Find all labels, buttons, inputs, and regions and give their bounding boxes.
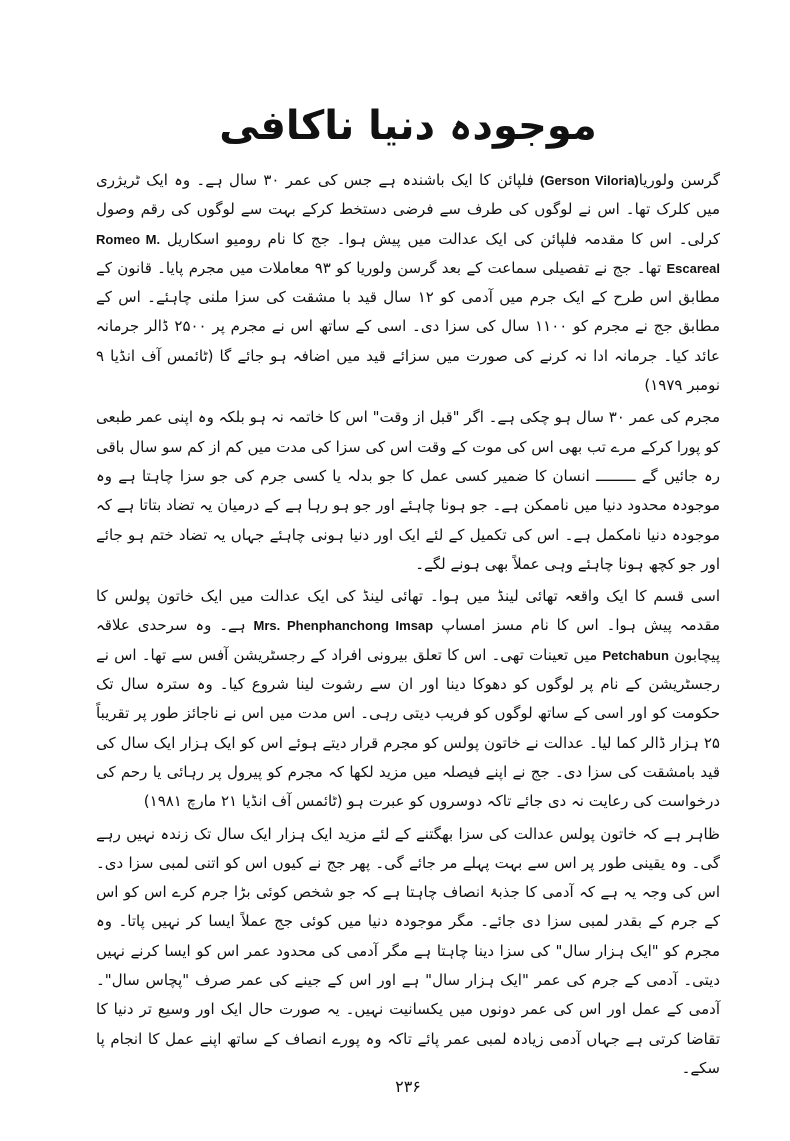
paragraph [96, 403, 720, 579]
paragraph [96, 582, 720, 816]
paragraph-text: ہے۔ وہ سرحدی علاقہ پیچابون [96, 616, 720, 664]
body-text [96, 166, 720, 1083]
page-number: ۲۳۶ [395, 1077, 421, 1096]
chapter-title: موجودہ دنیا ناکافی [219, 103, 597, 149]
paragraph-text: ظاہر ہے کہ خاتون پولس عدالت کی سزا بھگتنے کے لئے مزید ایک ہزار ایک سال تک زندہ نہیں رہے گی۔ وہ یقینی طور پر اس سے بہت پہلے مر جائے گی۔ پھر جج نے کیوں اس کو اتنی لمبی سزا دی۔ اس کی وجہ یہ ہے کہ آدمی کا جذبۂ انصاف چاہتا ہے کہ جو شخص کوئی بڑا جرم کرے اس کو اس کے جرم کے بقدر لمبی سزا دی جائے۔ مگر موجودہ دنیا میں کوئی جج عملاً ایسا کر نہیں پاتا۔ وہ مجرم کو "ایک ہزار سال" کی سزا دینا چاہتا ہے مگر آدمی کی محدود عمر اس کو ایسا کرنے نہیں دیتی۔ آدمی کے جرم کی عمر "ایک ہزار سال" ہے اور اس کے جینے کی عمر صرف "پچاس سال"۔ آدمی کے عمل اور اس کی عمر دونوں میں یکسانیت نہیں۔ یہ صورت حال ایک اور وسیع تر دنیا کا تقاضا کرتی ہے جہاں آدمی زیادہ لمبی عمر پائے تاکہ وہ پورے انصاف کے ساتھ اپنے عمل کا انجام پا سکے۔ [96, 824, 720, 1077]
paragraph-text: گرسن ولوریا [638, 171, 720, 189]
paragraph-text: اسی قسم کا ایک واقعہ تھائی لینڈ میں ہوا۔ تھائی لینڈ کی ایک عدالت میں ایک خاتون پولس کا مقدمہ پیش ہوا۔ اس کا نام مسز امساپ [96, 587, 720, 635]
book-page [96, 96, 720, 1096]
latin-name: Romeo M. Escareal [96, 231, 720, 276]
paragraph-text: تھا۔ جج نے تفصیلی سماعت کے بعد گرسن ولوریا کو ۹۳ معاملات میں مجرم پایا۔ قانون کے مطابق اس طرح کے ایک جرم میں آدمی کو ۱۲ سال قید با مشقت کی سزا ملنی چاہئے۔ اس کے مطابق جج نے مجرم کو ۱۱۰۰ سال کی سزا دی۔ اسی کے ساتھ اس نے مجرم پر ۲۵۰۰ ڈالر جرمانہ عائد کیا۔ جرمانہ ادا نہ کرنے کی صورت میں سزائے قید میں اضافہ ہو جائے گا (ٹائمس آف انڈیا ۹ نومبر ۱۹۷۹) [96, 258, 720, 395]
paragraph [96, 820, 720, 1084]
paragraph-text: فلپائن کا ایک باشندہ ہے جس کی عمر ۳۰ سال ہے۔ وہ ایک ٹریژری میں کلرک تھا۔ اس نے لوگوں کی طرف سے فرضی دستخط کرکے بہت سے لوگوں کی رقم وصول کرلی۔ اس کا مقدمہ فلپائن کی ایک عدالت میں پیش ہوا۔ جج کا نام رومیو اسکاریل [96, 171, 720, 248]
paragraph-text: میں تعینات تھی۔ اس کا تعلق بیرونی افراد کے رجسٹریشن آفس سے تھا۔ اس نے رجسٹریشن کے نام پر لوگوں کو دھوکا دینا اور ان سے رشوت لینا شروع کیا۔ وہ سترہ سال تک حکومت کو اور اسی کے ساتھ لوگوں کو فریب دیتی رہی۔ اس مدت میں اس نے ناجائز طور پر تقریباً ۲۵ ہزار ڈالر کما لیا۔ عدالت نے خاتون پولس کو مجرم قرار دیتے ہوئے اس کو ایک ہزار ایک سال کی قید بامشقت کی سزا دی۔ جج نے اپنے فیصلہ میں مزید لکھا کہ مجرم کو پیرول پر رہائی یا رحم کی درخواست کی رعایت نہ دی جائے تاکہ دوسروں کو عبرت ہو (ٹائمس آف انڈیا ۲۱ مارچ ۱۹۸۱) [96, 645, 720, 811]
latin-name: (Gerson Viloria) [540, 173, 639, 188]
latin-name: Mrs. Phenphanchong Imsap [253, 618, 434, 634]
paragraph-text: مجرم کی عمر ۳۰ سال ہو چکی ہے۔ اگر "قبل از وقت" اس کا خاتمہ نہ ہو بلکہ وہ اپنی عمر طبعی کو پورا کرکے مرے تب بھی اس کی موت کے وقت اس کی سزا کی مدت میں کم از کم سو سال باقی رہ جائیں گے ـــــــــ انسان کا ضمیر کسی عمل کا جو بدلہ یا کسی جرم کی جو سزا چاہتا ہے وہ موجودہ محدود دنیا میں ناممکن ہے۔ جو ہونا چاہئے اور جو ہو رہا ہے کے درمیان یہ تضاد بتاتا ہے کہ موجودہ دنیا نامکمل ہے۔ اس کی تکمیل کے لئے ایک اور دنیا ہونی چاہئے جہاں یہ تضاد ختم ہو جائے اور جو کچھ ہونا چاہئے وہی عملاً بھی ہونے لگے۔ [96, 408, 720, 573]
paragraph [96, 166, 720, 400]
latin-name: Petchabun [602, 647, 669, 663]
